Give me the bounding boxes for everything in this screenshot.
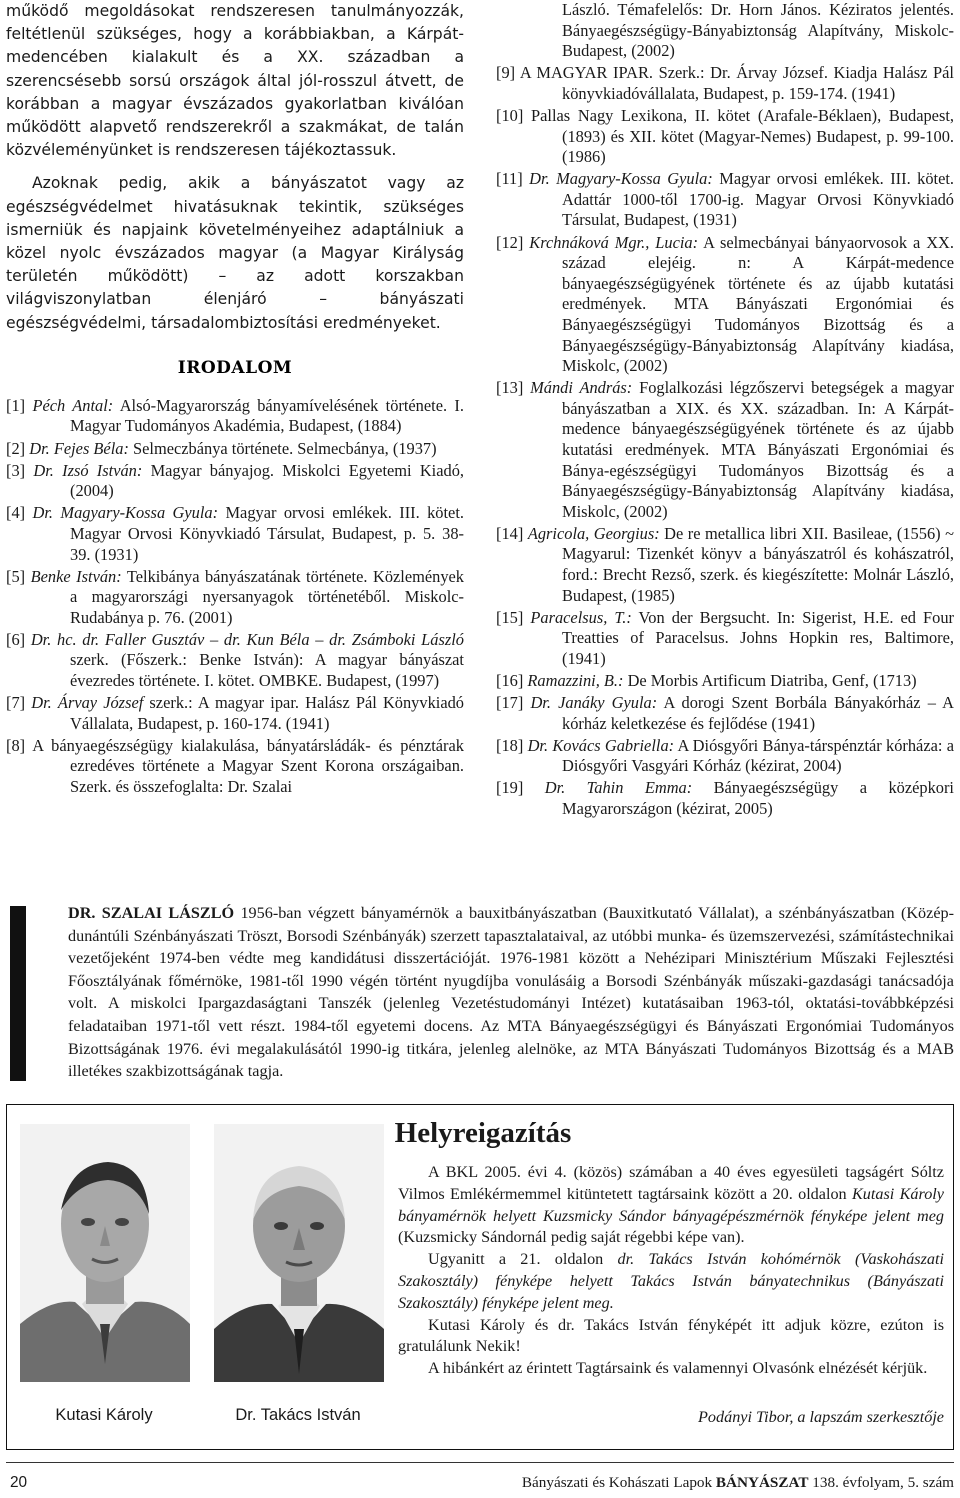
reference-item bbox=[6, 567, 464, 629]
author-bio bbox=[10, 902, 954, 1082]
reference-text: Magyar bányajog. Miskolci Egyetemi Kiadó, (2004) bbox=[70, 460, 464, 501]
photo-caption-2: Dr. Takács István bbox=[235, 1406, 361, 1424]
reference-item bbox=[6, 736, 464, 798]
reference-author: Dr. Kovács Gabriella: bbox=[527, 735, 675, 755]
reference-text: Von der Bergsucht. In: Sigerist, H.E. ed Four Treatties of Paracelsus. Johns Hopkin res, Baltimore, (1941) bbox=[562, 607, 954, 668]
reference-number: [19] bbox=[496, 778, 524, 798]
reference-author: Dr. Tahin Emma: bbox=[544, 778, 693, 798]
reference-number: [7] bbox=[6, 693, 26, 713]
reference-author: Dr. Janáky Gyula: bbox=[530, 693, 658, 713]
reference-item bbox=[6, 503, 464, 565]
reference-text: Magyar orvosi emlékek. III. kötet. Magyar Orvosi Könyvkiadó Társulat, Budapest, p. 5. 38-39. (1931) bbox=[70, 503, 464, 564]
reference-text: Foglalkozási légzőszervi betegségek a magyar bányászatban a XIX. és XX. században. In: A Kárpát-medence bányaegészségügyének története és az újabb kutatási eredmények. MTA Bányászati Ergonómiai és Bánya-egészségügyi Tudományos Bizottság és a Bányaegészségügy-Bányabiztonság Alapítvány kiadása, Miskolc, (2002) bbox=[562, 378, 954, 521]
reference-text: szerk. (Főszerk.: Benke István): A magyar bányászat évezredes története. I. kötet. OMBKE. Budapest, (1997) bbox=[70, 650, 464, 691]
reference-number: [16] bbox=[496, 671, 524, 690]
reference-item bbox=[6, 630, 464, 692]
reference-item bbox=[6, 396, 464, 437]
reference-item bbox=[496, 671, 954, 692]
reference-number: [15] bbox=[496, 607, 524, 627]
references-left bbox=[6, 396, 464, 798]
reference-continuation-text: László. Témafelelős: Dr. Horn János. Kéziratos jelentés. Bányaegészségügy-Bányabiztonság Alapítvány, Miskolc-Budapest, (2002) bbox=[562, 0, 954, 61]
reference-text: A Diósgyőri Bánya-társpénztár kórháza: a Diósgyőri Vasgyári Kórház (kézirat, 2004) bbox=[562, 735, 954, 776]
reference-text: Alsó-Magyarország bányamívelésének története. I. Magyar Tudományos Akadémia, Budapest, (1884) bbox=[70, 395, 464, 436]
reference-item bbox=[6, 439, 464, 460]
journal-name: Bányászati és Kohászati Lapok BÁNYÁSZAT 138. évfolyam, 5. szám bbox=[521, 1474, 954, 1491]
reference-text: A selmecbányai bányaorvosok a XX. század elejéig. n: A Kárpát-medence bányaegészségügyének története és az újabb kutatási eredmények. MTA Bányászati Ergonómiai és Bányaegészségügyi Tudományos Bizottság és a Bányaegészségügy-Bányabiztonság Alapítvány kiadása, Miskolc, (2002) bbox=[562, 232, 954, 376]
references-heading: IRODALOM bbox=[177, 357, 293, 378]
reference-number: [11] bbox=[496, 169, 523, 189]
reference-item bbox=[496, 524, 954, 606]
intro-paragraph-1: működő megoldásokat rendszeresen tanulmányozzák, feltétlenül szükséges, hogy a korábbiakban, a Kárpát-medencében kialakult és a XX. században a szerencsésebb sorsú országok által jól-rosszul átvett, de korábban a magyar évszázados gyakorlatban kiválóan működött alapvető rendszerekről a szakmákat, de talán közvéleményünket is rendszeresen tájékoztassuk. bbox=[6, 2, 464, 160]
reference-item bbox=[496, 233, 954, 377]
right-column bbox=[496, 0, 954, 821]
reference-author: Dr. hc. dr. Faller Gusztáv – dr. Kun Béla – dr. Zsámboki László bbox=[30, 629, 464, 649]
intro-paragraph-2: Azoknak pedig, akik a bányászatot vagy az egészségvédelmet hivatásuknak tekintik, szükséges ismerniük és napjaink követelményeihez adaptálniuk a közel nyolc évszázados magyar (a Magyar Királyság területén működött) – az adott korszakban világviszonylatban élenjáró – bányászati egészségvédelmi, társadalombiztosítási eredményeket. bbox=[6, 174, 464, 332]
reference-item bbox=[496, 778, 954, 819]
correction-paragraph-4: A hibánkért az érintett Tagtársaink és valamennyi Olvasónk elnézését kérjük. bbox=[428, 1359, 928, 1378]
reference-continuation bbox=[496, 0, 954, 62]
reference-item bbox=[496, 63, 954, 104]
references-right bbox=[496, 0, 954, 820]
reference-item bbox=[496, 693, 954, 734]
correction-paragraph-1: A BKL 2005. évi 4. (közös) számában a 40 éves egyesületi tagságért Sóltz Vilmos Emlékérmemmel kitüntetett tagtársaink között a 20. oldalon Kutasi Károly bányamérnök helyett Kuzsmicky Sándor bányagépészmérnök fényképe jelent meg (Kuzsmicky Sándornál pedig saját régebbi képe van). bbox=[398, 1163, 944, 1247]
reference-number: [2] bbox=[6, 438, 26, 458]
bio-marker-bar bbox=[10, 906, 26, 1081]
reference-item bbox=[6, 461, 464, 502]
reference-item bbox=[496, 378, 954, 522]
reference-author: Agricola, Georgius: bbox=[527, 523, 660, 543]
correction-signature: Podányi Tibor, a lapszám szerkesztője bbox=[698, 1408, 944, 1426]
reference-author: Dr. Magyary-Kossa Gyula: bbox=[529, 169, 713, 189]
reference-number: [14] bbox=[496, 523, 524, 543]
correction-paragraph-3: Kutasi Károly és dr. Takács István fényképét itt adjuk közre, ezúton is gratulálunk Nekik! bbox=[398, 1315, 944, 1356]
page-number: 20 bbox=[10, 1474, 28, 1491]
reference-text: De re metallica libri XII. Basileae, (1556) ~ Magyarul: Tizenkét könyv a bányászatról és kohászatról, ford.: Brecht Rezső, szerk. és kiegészítette: Molnár László, Budapest, (1985) bbox=[562, 523, 954, 605]
reference-text: szerk.: A magyar ipar. Halász Pál Könyvkiadó Vállalata, Budapest, p. 160-174. (1941) bbox=[70, 693, 464, 733]
reference-number: [5] bbox=[6, 566, 26, 586]
reference-author: Dr. Fejes Béla: bbox=[29, 438, 129, 458]
reference-item bbox=[496, 169, 954, 231]
reference-number: [18] bbox=[496, 735, 524, 755]
reference-text: Pallas Nagy Lexikona, II. kötet (Arafale-Béklaen), Budapest, (1893) és XII. kötet (Magyar-Nemes) Budapest, p. 99-100. (1986) bbox=[531, 105, 954, 167]
reference-author: Dr. Izsó István: bbox=[33, 460, 143, 480]
reference-text: Bányaegészségügy a középkori Magyarországon (kézirat, 2005) bbox=[562, 778, 954, 819]
reference-number: [1] bbox=[6, 395, 26, 415]
reference-text: De Morbis Artificum Diatriba, Genf, (1713) bbox=[623, 671, 917, 690]
reference-item bbox=[496, 106, 954, 168]
reference-item bbox=[496, 608, 954, 670]
reference-number: [6] bbox=[6, 629, 26, 649]
reference-number: [4] bbox=[6, 503, 26, 523]
reference-number: [10] bbox=[496, 105, 524, 125]
reference-number: [9] bbox=[496, 63, 516, 83]
reference-item bbox=[6, 693, 464, 734]
reference-number: [8] bbox=[6, 735, 26, 755]
reference-author: Krchnáková Mgr., Lucia: bbox=[529, 232, 699, 252]
reference-author: Paracelsus, T.: bbox=[530, 607, 632, 627]
photo-kutasi-karoly bbox=[20, 1124, 190, 1382]
reference-author: Benke István: bbox=[30, 566, 122, 586]
reference-number: [17] bbox=[496, 693, 524, 713]
intro-text bbox=[6, 0, 464, 335]
reference-item bbox=[496, 736, 954, 777]
correction-body bbox=[398, 1162, 944, 1380]
reference-text: Magyar orvosi emlékek. III. kötet. Adattár 1000-től 1700-ig. Magyar Orvosi Könyvkiadó Társulat, Budapest, (1931) bbox=[562, 169, 954, 230]
reference-number: [13] bbox=[496, 378, 524, 398]
reference-number: [3] bbox=[6, 460, 26, 480]
correction-paragraph-2: Ugyanitt a 21. oldalon dr. Takács István kohómérnök (Vaskohászati Szakosztály) fényképe helyett Takács István bányatechnikus (Bányászati Szakosztály) fényképe jelent meg. bbox=[398, 1250, 944, 1312]
reference-text: A dorogi Szent Borbála Bányakórház – A kórház keletkezése és fejlődése (1941) bbox=[562, 693, 954, 733]
reference-text: A bányaegészségügy kialakulása, bányatársládák- és pénztárak ezredéves története a Magyar Szent Korona országaiban. Szerk. és összefoglalta: Dr. Szalai bbox=[32, 735, 464, 797]
photo-caption-1: Kutasi Károly bbox=[55, 1406, 153, 1424]
reference-author: Péch Antal: bbox=[32, 395, 114, 415]
bio-author-name: DR. SZALAI LÁSZLÓ bbox=[68, 904, 235, 922]
reference-number: [12] bbox=[496, 232, 524, 252]
reference-author: Mándi András: bbox=[530, 378, 633, 398]
reference-author: Dr. Árvay József bbox=[31, 693, 144, 713]
reference-text: A MAGYAR IPAR. Szerk.: Dr. Árvay József. Kiadja Halász Pál könyvkiadóvállalata, Budapest, p. 159-174. (1941) bbox=[519, 63, 954, 103]
reference-text: Telkibánya bányászatának története. Közlemények a magyarországi nyersanyagok történetéből. Miskolc-Rudabánya p. 76. (2001) bbox=[70, 566, 465, 627]
reference-text: Selmeczbánya története. Selmecbánya, (1937) bbox=[128, 438, 437, 458]
photo-takacs-istvan bbox=[214, 1124, 384, 1382]
left-column bbox=[6, 0, 464, 799]
bio-text bbox=[68, 902, 954, 1083]
reference-author: Dr. Magyary-Kossa Gyula: bbox=[32, 503, 219, 523]
footer-divider bbox=[6, 1462, 954, 1463]
reference-author: Ramazzini, B.: bbox=[527, 671, 624, 690]
correction-title: Helyreigazítás bbox=[394, 1117, 572, 1149]
bio-body: 1956-ban végzett bányamérnök a bauxitbányászatban (Bauxitkutató Vállalat), a szénbányászatban (Közép-dunántúli Szénbányászati Tröszt, Borsodi Szénbányák) szerzett tapasztalataival, az utóbbi munka- és üzemszervezési, számítástechnikai vezetőjeként 1974-ben védte meg kandidátusi disszertációját. 1976-1981 között a Nehézipari Minisztérium Műszaki Fejlesztési Főosztályának főmérnöke, 1981-től 1990 végén történt nyugdíjba vonulásáig a Borsodi Szénbányák műszaki-gazdasági tanácsadója volt. A miskolci Ipargazdaságtani Tanszék (jelenleg Vezetéstudományi Intézet) kutatásaiban 1963-tól, oktatási-továbbképzési feladataiban 1971-től vett részt. 1984-től egyetemi docens. Az MTA Bányaegészségügyi és Bányászati Ergonómiai Tudományos Bizottságának 1976. évi megalakulásától 1990-ig titkára, jelenleg alelnöke, az MTA Bányászati Tudományos Bizottság és a MAB illetékes szakbizottságának tagja. bbox=[68, 904, 954, 1081]
